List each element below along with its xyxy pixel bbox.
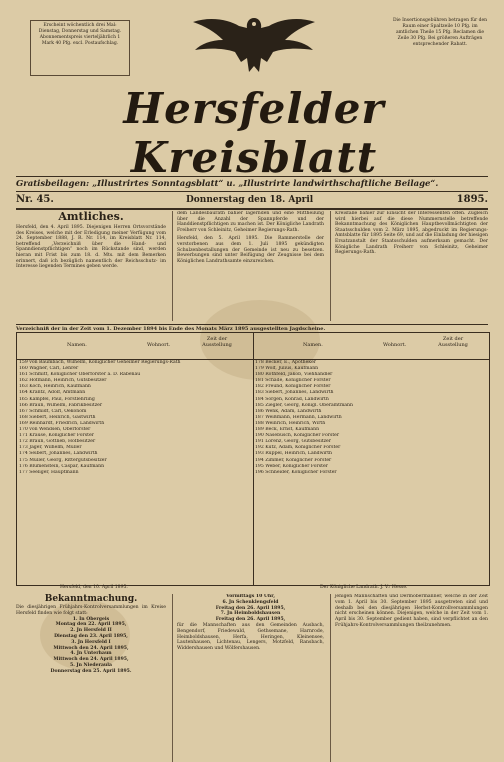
table-row: 2. Jn Hersfeld II [70, 628, 112, 634]
table-footer-left: Hersfeld, den 10. April 1895. [60, 585, 128, 590]
header-names: Namen. [303, 342, 323, 348]
table-row: 190 Nasebusch, Königlicher Förster [255, 433, 340, 439]
table-header [17, 333, 253, 360]
table-row: 171 Krause, Königlicher Förster [19, 433, 94, 439]
table-row: 159 von Baumbach, Wilhelm, Königlicher Geheimer Regierungs-Rath [19, 360, 181, 365]
table-row: Freitag den 26. April 1895, [215, 617, 286, 623]
column-2 [172, 211, 324, 321]
table-row: 6. Jn Schenklengsfeld [222, 599, 279, 605]
table-row: 187 Weißmann, Hermann, Landwirth [255, 414, 342, 420]
table-row: 164 Krantz, Adolf, Amtmann [19, 390, 86, 396]
lower-column-1 [16, 594, 166, 762]
table-row: 173 Jäger, Wilhelm, Müller [19, 445, 82, 451]
notice-text: Kreisfalle bahier zur Einsicht der Interessenten offen. Zugleich wird hierbei auf die diese Nummernstelle betreffende Bekanntmachung des Königlichen Hauptbevollmächtigten der Staatsschulden vom 2. März 1895, abgedruckt im Regierungs-Amtsblatte für 1895 Seite 69, und auf die Einladung der hiesigen Ersatzanstalt der Staatsschulden aufmerksam gemacht. Der Königliche Landrath Freiherr von Schleinitz, Geheimer Regierungs-Rath. [335, 211, 488, 256]
table-row: 191 Lorenz, Georg, Gutsbesitzer [255, 439, 331, 445]
table-row: 5. Jn Niederaula [70, 662, 112, 668]
table-row: 179 Wolf, Julius, Kaufmann [255, 366, 319, 372]
notice-text: dem Landesbaurath bahier lagernden und eine Mittheilung über die Anzahl der Spannpferde und der Handdienstpflichtigen zu machen ist. Der Königliche Landrath Freiherr von Schleinitz, Geheimer Regierungs-Rath. [177, 211, 324, 233]
column-3 [330, 211, 488, 321]
table-row: 165 Kämpfel, Paul, Forstlehrling [19, 396, 95, 402]
hunting-license-table [16, 332, 490, 586]
notice-text: für die Mannschaften aus den Gemeinden Ausbach, Bengendorf, Friedewald, Gethsemane, Harnrode, Heimboldshausen, Herfa, Heringen, Kleinensee, Lautenhausen, Lichtenau, Lengers, Motzfeld, Ransbach, Widdershausen und Wölfershausen. [177, 622, 324, 652]
table-row: 188 Weinrich, Heinrich, Wirth [255, 420, 326, 426]
column-1 [16, 211, 166, 321]
table-row: 174 Seibert, Johannes, Landwirth [19, 451, 98, 457]
supplements-line: Gratisbeilagen: „Illustrirtes Sonntagsblatt“ u. „Illustrirte landwirthschaftliche Beilage“. [16, 176, 488, 192]
header-residence: Wohnort. [147, 342, 171, 348]
table-row: 189 Beck, Ernst, Kaufmann [255, 427, 320, 433]
notice-text: Hersfeld, den 4. April 1895. Diejenigen Herren Ortsvorstände des Kreises, welche mit der Erledigung meiner Verfügung vom 24. September 1888, J. R. Nr. 114, im Kreisblatt Nr. 114, betreffend „Verzeichniß über die Hand- und Spanndienstpflichtigen“ noch im Rückstande sind, werden hieran mit Frist bis zum 18. d. Mts. mit dem Bemerken erinnert, daß ich bezüglich namentlich der Reichsschutz- im Interesse liegenden Termines geben werde. [16, 225, 166, 270]
table-row: Donnerstag den 25. April 1895. [50, 668, 132, 674]
header-names: Namen. [67, 342, 87, 348]
issue-year: 1895. [456, 194, 488, 205]
table-row: 195 Weber, Königlicher Förster [255, 463, 328, 469]
table-row: 4. Jn Unterhaun [70, 651, 112, 657]
lower-column-3 [330, 594, 488, 762]
dateline [16, 194, 488, 210]
section-heading: Amtliches. [58, 211, 124, 223]
table-row: 167 Schmidt, Carl, Oekonom [19, 408, 87, 414]
table-row: Mittwoch den 24. April 1895, [53, 645, 129, 651]
table-row: 163 Koch, Heinrich, Kaufmann [19, 384, 91, 390]
table-row: 181 Schade, Königlicher Förster [255, 378, 331, 384]
table-row: 168 Siebert, Heinrich, Gastwirth [19, 414, 96, 420]
table-row: 166 Braun, Wilhelm, Fabrikbesitzer [19, 402, 103, 408]
header-issue-date: Zeit der Ausstellung [438, 336, 468, 349]
table-footer-right: Der Königliche Landrath. J. V.: Hesse. [320, 585, 408, 590]
table-row: Dienstag den 23. April 1895, [54, 633, 128, 639]
table-rows [253, 360, 489, 476]
table-row: Mittwoch den 24. April 1895, [53, 657, 129, 663]
table-row: 1. In Obergeis [72, 616, 110, 622]
table-row: 176 Blumenstein, Caspar, Kaufmann [19, 463, 105, 469]
table-row: 194 Zimmer, Königlicher Förster [255, 457, 332, 463]
place-list [16, 617, 166, 675]
table-row: 7. Jn Heimboldshausen [220, 611, 281, 617]
header-issue-date: Zeit der Ausstellung [202, 336, 232, 349]
table-row: 162 Hofmann, Heinrich, Gutsbesitzer [19, 378, 107, 384]
table-row: Vormittags 10 Uhr, [226, 594, 275, 599]
table-row: 177 Seeliger, Hauptmann [19, 469, 79, 475]
table-row: 180 Rothfeld, Jakob, Viehhändler [255, 372, 333, 378]
place-list [177, 594, 324, 623]
issue-date: Donnerstag den 18. April [186, 195, 314, 205]
notice-text: Die diesjährigen Frühjahrs-Kontrolversammlungen im Kreise Hersfeld finden wie folgt statt: [16, 605, 166, 616]
table-row: 175 Müller, Georg, Rittergutsbesitzer [19, 457, 107, 463]
table-row: 193 Ruppel, Heinrich, Landwirth [255, 451, 332, 457]
advertising-rates-box: Die Insertionsgebühren betragen für den Raum einer Spaltzeile 10 Pfg. im amtlichen Theile 15 Pfg. Reclamen die Zeile 30 Pfg. Bei größeren Aufträgen entsprechender Rabatt. [392, 18, 488, 47]
masthead [14, 6, 494, 182]
subscription-info-box: Erscheint wöchentlich drei Mal: Dienstag, Donnerstag und Samstag. Abonnementspreis vierteljährlich 1 Mark 40 Pfg. excl. Postaufschlag. [30, 20, 130, 76]
table-row: 170 von Wendsen, Oberförster [19, 427, 91, 433]
table-row: 185 Ziegler, Georg, Königl. Oberamtmann [255, 402, 353, 408]
issue-number: Nr. 45. [16, 194, 54, 205]
table-row: 184 Sorgen, Konrad, Landwirth [255, 396, 329, 402]
table-left-half [17, 333, 254, 585]
table-row: Freitag den 26. April 1895, [215, 605, 286, 611]
table-row: 161 Schmitt, Königlicher Oberförster a. D. Rabenau [19, 372, 141, 378]
lower-column-2 [172, 594, 324, 762]
table-row: 3. Jn Hersfeld I [71, 639, 111, 645]
section-heading: Bekanntmachung. [44, 594, 138, 604]
table-header [253, 333, 489, 360]
table-row: 183 Siebert, Johannes, Landwirth [255, 390, 334, 396]
table-row: 196 Schneider, Königlicher Förster [255, 469, 337, 475]
table-row: 182 Freund, Königlicher Förster [255, 384, 331, 390]
table-row: 178 Becker, E., Apotheker [255, 360, 316, 365]
table-row: 186 Wenk, Adam, Landwirth [255, 408, 322, 414]
notice-text: Hersfeld, den 5. April 1895. Die Rammerstelle der verstorbenen aus dem 1. Juli 1895 gekündigten Schulzenbestallungen der Gemeinde ist neu zu besetzen. Bewerbungen sind unter Beifügung der Zeugnisse bei dem Königlichen Landrathsamte einzureichen. [177, 236, 324, 264]
table-row: 192 Kutz, Adam, Königlicher Förster [255, 445, 341, 451]
table-row: 172 Braun, Gottlieb, Hofbesitzer [19, 439, 96, 445]
table-row: Montag den 22. April 1895, [55, 622, 127, 628]
notice-text: jenigen Mannschaften und Dermobermänner, welche in der Zeit vom 1. April bis 30. September 1895 ausgetreten sind und deshalb bei den diesjährigen Herbst-Kontrollversammlungen nicht erscheinen können. Diejenigen, welche in der Zeit vom 1. April bis 30. September gedient haben, sind verpflichtet an den Frühjahrs-Kontrolversammlungen theilzunehmen. [335, 594, 488, 628]
table-row: 169 Reinhardt, Friedrich, Landwirth [19, 420, 105, 426]
table-right-half [253, 333, 489, 585]
eagle-emblem-icon [189, 10, 319, 80]
official-notices [16, 211, 488, 321]
table-row: 160 Wagner, Carl, Lehrer [19, 366, 79, 372]
header-residence: Wohnort. [383, 342, 407, 348]
military-notices [16, 594, 488, 762]
newspaper-title: Hersfelder Kreisblatt [123, 84, 385, 182]
table-caption: Verzeichniß der in der Zeit vom 1. Dezember 1894 bis Ende des Monats März 1895 ausgestellten Jagdscheine. [16, 324, 488, 332]
table-rows [17, 360, 253, 476]
